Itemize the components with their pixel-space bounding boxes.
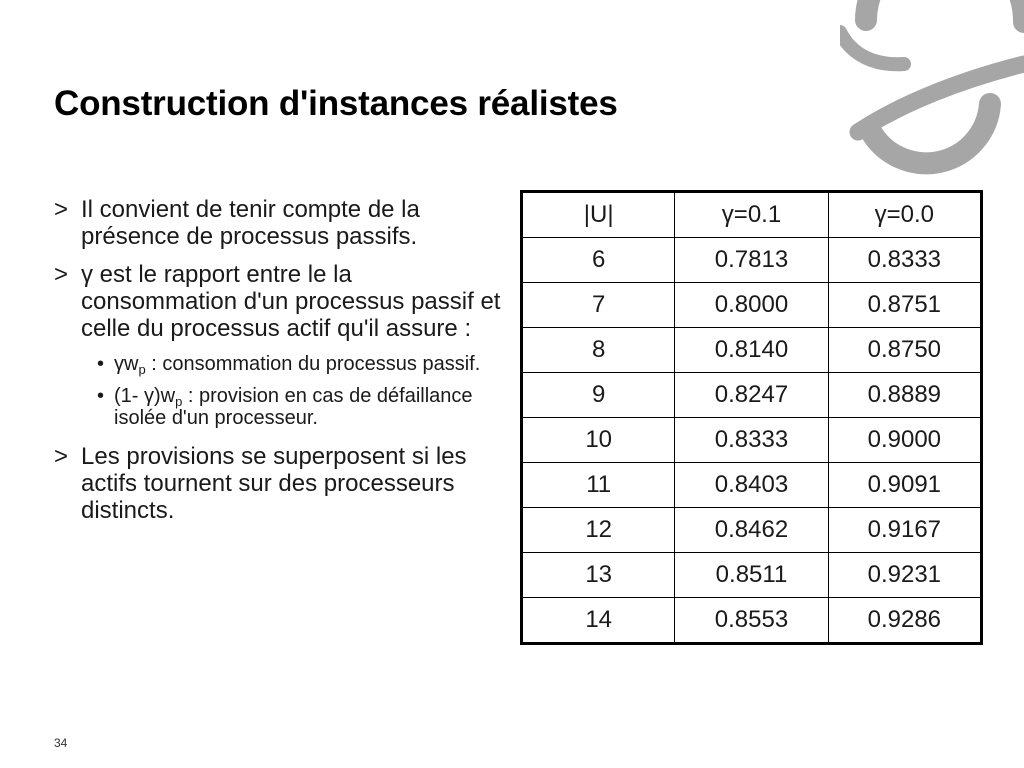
table-row	[522, 598, 982, 644]
table-header-cell: |U|	[522, 192, 675, 238]
table-cell: 0.8889	[828, 373, 981, 418]
table-row	[522, 373, 982, 418]
table-header-cell: γ=0.1	[675, 192, 828, 238]
table-cell: 9	[522, 373, 675, 418]
slide-title: Construction d'instances réalistes	[54, 84, 618, 123]
table-cell: 0.8511	[675, 553, 828, 598]
bullet-text: Les provisions se superposent si les actifs tournent sur des processeurs distincts.	[81, 443, 467, 524]
bullet-item	[54, 443, 514, 524]
page-number: 34	[54, 736, 68, 750]
table-cell: 10	[522, 418, 675, 463]
bullet-list	[54, 196, 514, 535]
table-cell: 0.9231	[828, 553, 981, 598]
subscript: p	[138, 362, 146, 377]
bullet-item	[54, 261, 514, 342]
table-cell: 0.8333	[675, 418, 828, 463]
table-cell: 0.8751	[828, 283, 981, 328]
bullet-marker: >	[54, 261, 69, 288]
table-cell: 0.9167	[828, 508, 981, 553]
table-cell: 0.8000	[675, 283, 828, 328]
bullet-marker: >	[54, 196, 69, 223]
table-header-row	[522, 192, 982, 238]
table-cell: 0.8403	[675, 463, 828, 508]
sub-bullet-prefix: γw	[114, 353, 139, 375]
table-cell: 12	[522, 508, 675, 553]
table-cell: 0.8750	[828, 328, 981, 373]
table-row	[522, 553, 982, 598]
table-cell: 0.8140	[675, 328, 828, 373]
table-cell: 11	[522, 463, 675, 508]
table-cell: 7	[522, 283, 675, 328]
table-cell: 8	[522, 328, 675, 373]
bullet-text: Il convient de tenir compte de la présence de processus passifs.	[81, 196, 420, 250]
sub-bullet-text: : consommation du processus passif.	[145, 353, 481, 375]
sub-bullet-marker: •	[97, 385, 105, 407]
table-row	[522, 508, 982, 553]
sub-bullet-marker: •	[97, 353, 105, 375]
results-table	[520, 190, 983, 645]
table-row	[522, 418, 982, 463]
table-cell: 0.8462	[675, 508, 828, 553]
table-cell: 14	[522, 598, 675, 644]
sub-bullet-item	[54, 385, 514, 429]
table-header-cell: γ=0.0	[828, 192, 981, 238]
sub-bullet-list	[54, 353, 514, 429]
table-row	[522, 463, 982, 508]
table-cell: 0.8553	[675, 598, 828, 644]
table-cell: 0.8247	[675, 373, 828, 418]
table-cell: 13	[522, 553, 675, 598]
table-cell: 0.9091	[828, 463, 981, 508]
bullet-marker: >	[54, 443, 69, 470]
table-row	[522, 328, 982, 373]
sub-bullet-item	[54, 353, 514, 375]
table-cell: 0.7813	[675, 238, 828, 283]
globe-logo-icon	[840, 0, 1024, 180]
table-cell: 0.9000	[828, 418, 981, 463]
table-cell: 0.8333	[828, 238, 981, 283]
table-cell: 6	[522, 238, 675, 283]
table-row	[522, 283, 982, 328]
table-cell: 0.9286	[828, 598, 981, 644]
sub-bullet-text: : provision en cas de défaillance isolée d'un processeur.	[114, 385, 473, 429]
table-row	[522, 238, 982, 283]
bullet-text: γ est le rapport entre le la consommation d'un processus passif et celle du processus actif qu'il assure :	[81, 261, 501, 342]
sub-bullet-prefix: (1- γ)w	[114, 385, 176, 407]
subscript: p	[175, 394, 183, 409]
bullet-item	[54, 196, 514, 250]
